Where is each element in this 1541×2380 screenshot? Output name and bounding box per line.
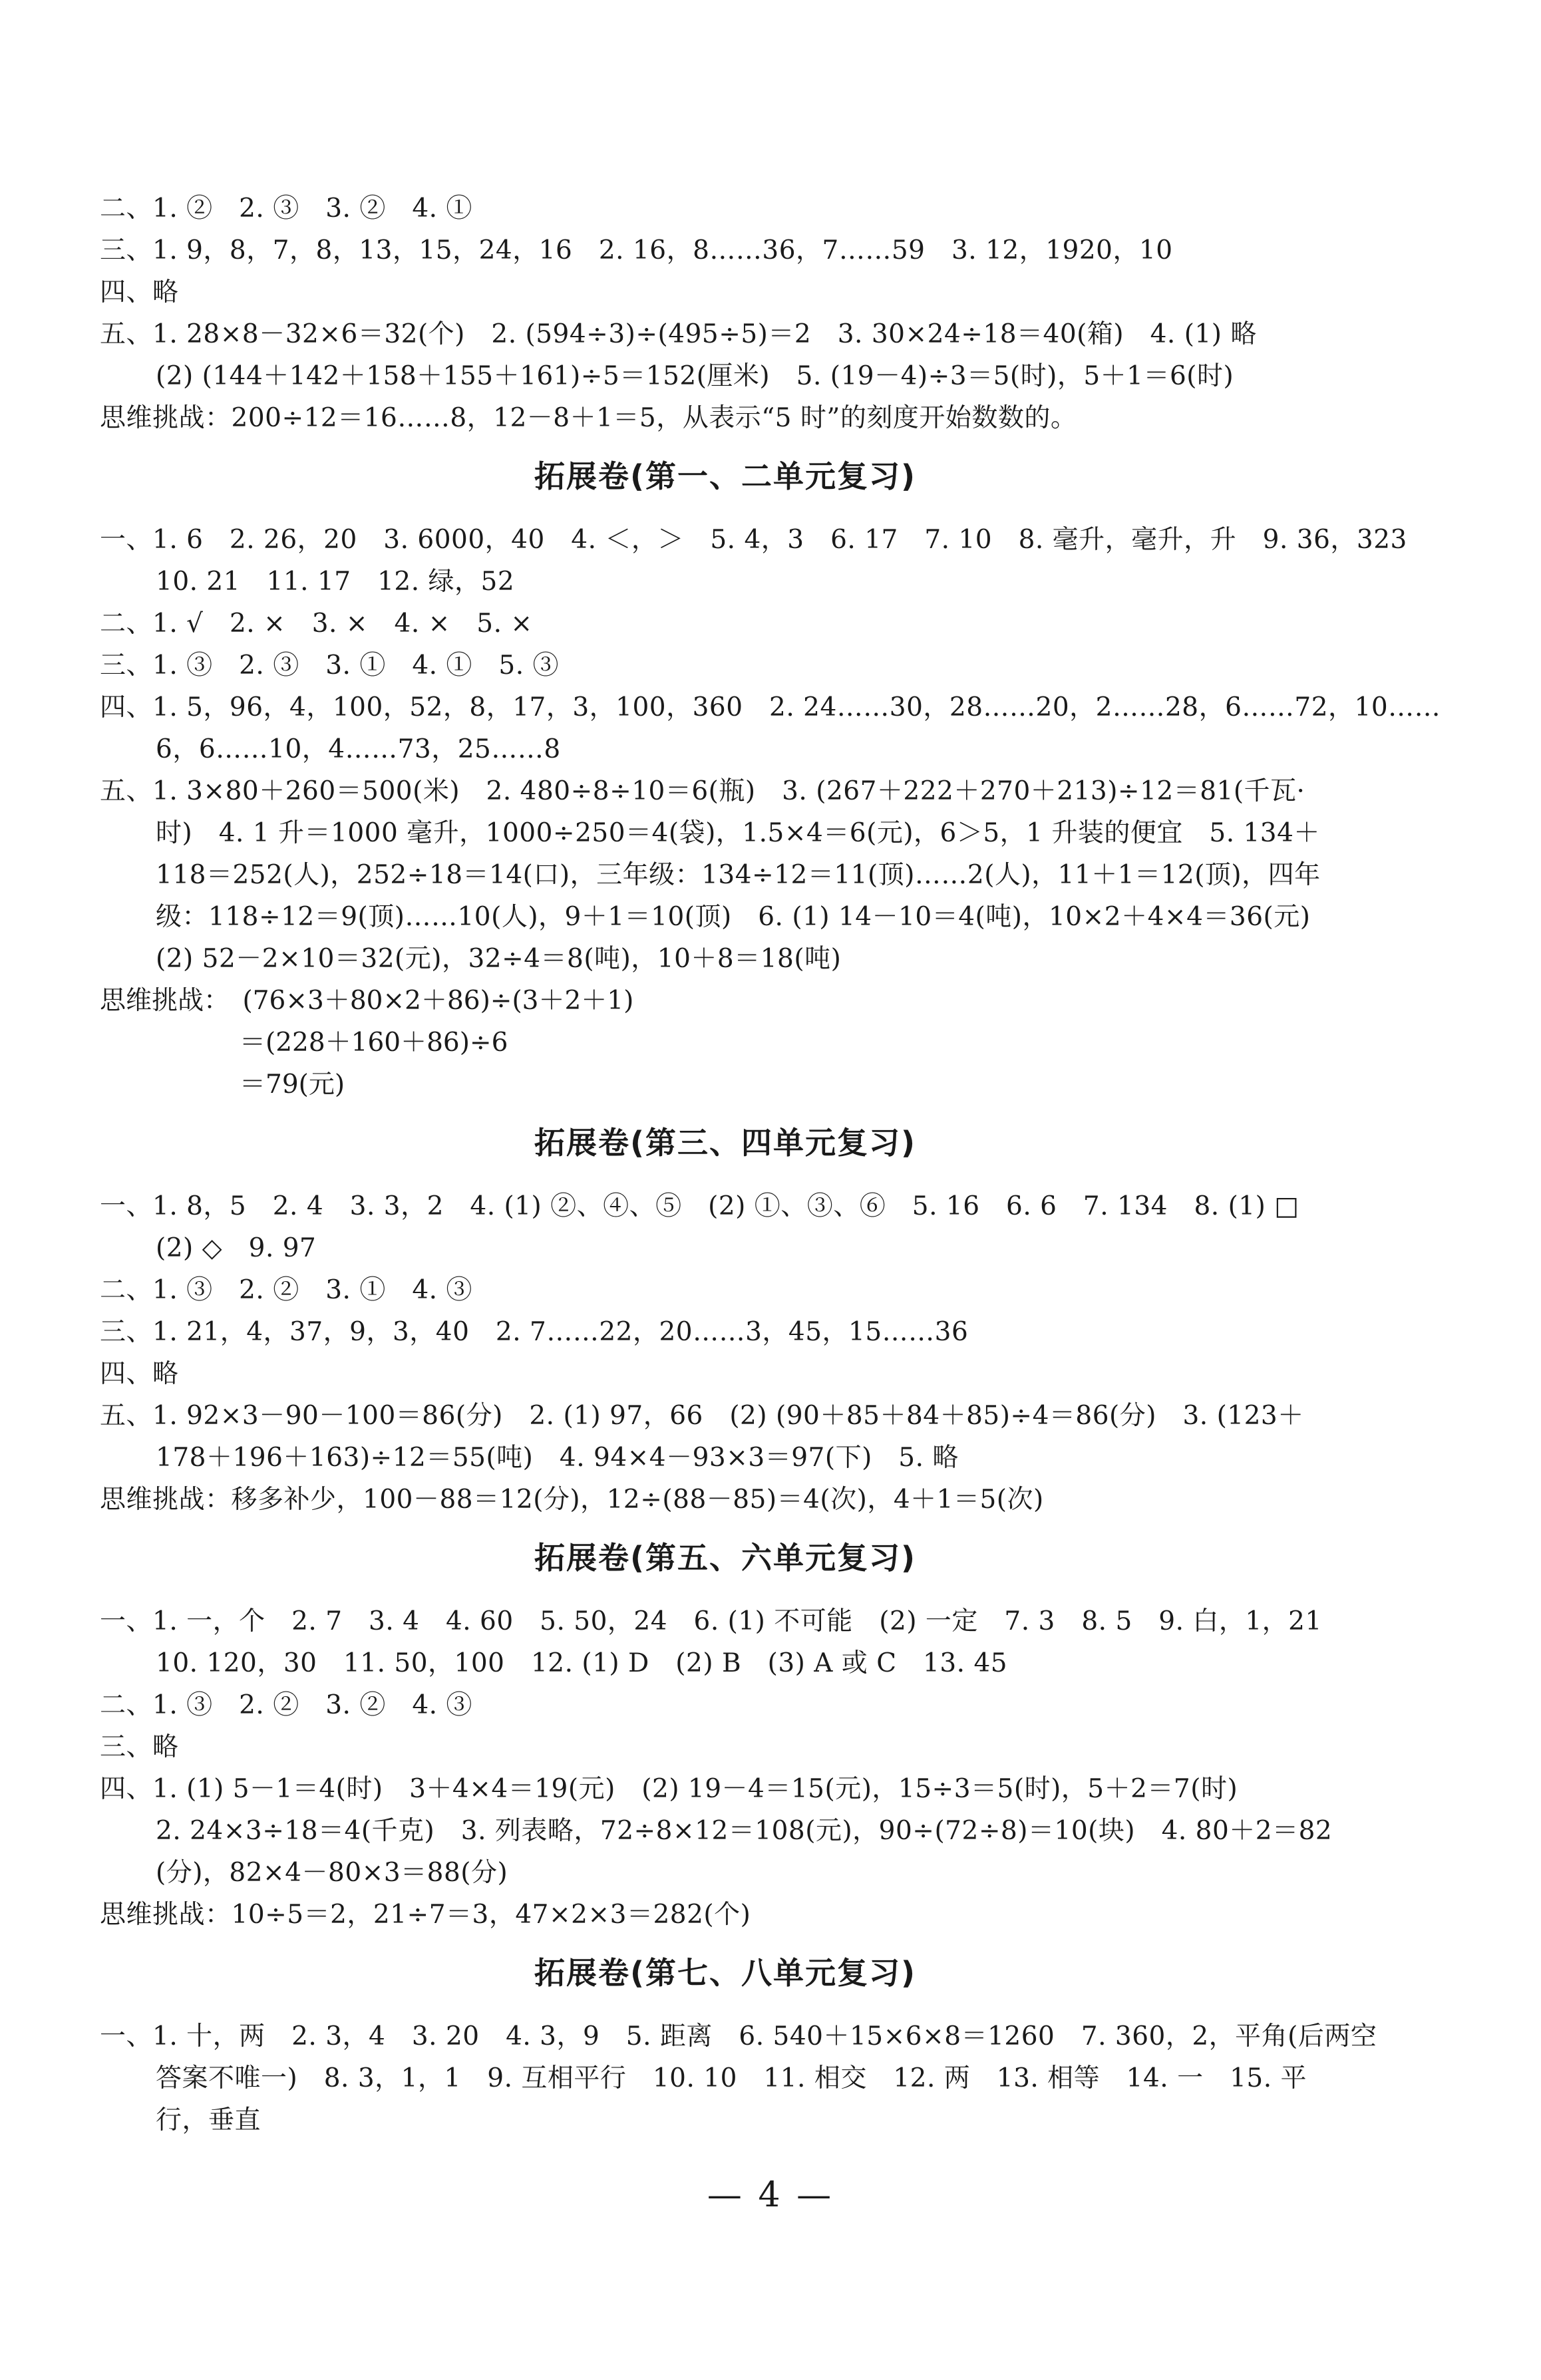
thinking-challenge: 思维挑战： (76×3＋80×2＋86)÷(3＋2＋1) <box>100 986 634 1016</box>
answer-line: 二、1. ③ 2. ② 3. ② 4. ③ <box>100 1690 472 1720</box>
answer-line: 时) 4. 1 升＝1000 毫升，1000÷250＝4(袋)，1.5×4＝6(元)，6＞5，1 升装的便宜 5. 134＋ <box>156 818 1320 848</box>
answer-line: 四、1. (1) 5－1＝4(时) 3＋4×4＝19(元) (2) 19－4＝15(元)，15÷3＝5(时)，5＋2＝7(时) <box>100 1774 1238 1804</box>
thinking-challenge: 思维挑战：10÷5＝2，21÷7＝3，47×2×3＝282(个) <box>100 1900 751 1930</box>
answer-line: 一、1. 6 2. 26，20 3. 6000，40 4. ＜，＞ 5. 4，3 6. 17 7. 10 8. 毫升，毫升，升 9. 36，323 <box>100 525 1407 555</box>
answer-line: (分)，82×4－80×3＝88(分) <box>156 1858 508 1888</box>
answer-line: 二、1. ③ 2. ② 3. ① 4. ③ <box>100 1275 472 1305</box>
answer-line: 三、1. 21，4，37，9，3，40 2. 7……22，20……3，45，15……36 <box>100 1317 969 1347</box>
page-number: — 4 — <box>707 2175 834 2215</box>
calc-step: ＝79(元) <box>240 1070 345 1100</box>
thinking-challenge: 思维挑战：200÷12＝16……8，12－8＋1＝5，从表示“5 时”的刻度开始数数的。 <box>100 403 1077 433</box>
answer-line: 二、1. ② 2. ③ 3. ② 4. ① <box>100 194 472 223</box>
answer-line: 五、1. 3×80＋260＝500(米) 2. 480÷8÷10＝6(瓶) 3. (267＋222＋270＋213)÷12＝81(千瓦· <box>100 776 1305 806</box>
top-section <box>100 188 1351 439</box>
answer-line: 三、略 <box>100 1732 179 1762</box>
thinking-challenge: 思维挑战：移多补少，100－88＝12(分)，12÷(88－85)＝4(次)，4＋1＝5(次) <box>100 1485 1044 1515</box>
answer-line: 五、1. 28×8－32×6＝32(个) 2. (594÷3)÷(495÷5)＝2 3. 30×24÷18＝40(箱) 4. (1) 略 <box>100 319 1257 349</box>
answer-line: 6，6……10，4……73，25……8 <box>156 734 561 764</box>
answer-line: 10. 120，30 11. 50，100 12. (1) D (2) B (3) A 或 C 13. 45 <box>156 1648 1008 1678</box>
section-title: 拓展卷(第五、六单元复习) <box>534 1540 917 1576</box>
answer-line: (2) ◇ 9. 97 <box>156 1233 317 1263</box>
answer-line: 四、略 <box>100 277 179 307</box>
page-content <box>100 188 1441 2141</box>
section-units-5-6 <box>100 1538 1351 1936</box>
answer-line: 2. 24×3÷18＝4(千克) 3. 列表略，72÷8×12＝108(元)，90÷(72÷8)＝10(块) 4. 80＋2＝82 <box>156 1816 1333 1846</box>
answer-line: 一、1. 一，个 2. 7 3. 4 4. 60 5. 50，24 6. (1) 不可能 (2) 一定 7. 3 8. 5 9. 白，1，21 <box>100 1606 1322 1636</box>
answer-line: 118＝252(人)，252÷18＝14(口)，三年级：134÷12＝11(顶)……2(人)，11＋1＝12(顶)，四年 <box>156 860 1321 890</box>
answer-line: 四、1. 5，96，4，100，52，8，17，3，100，360 2. 24……30，28……20，2……28，6……72，10…… <box>100 692 1441 722</box>
answer-line: (2) (144＋142＋158＋155＋161)÷5＝152(厘米) 5. (19－4)÷3＝5(时)，5＋1＝6(时) <box>156 361 1234 391</box>
answer-line: 三、1. ③ 2. ③ 3. ① 4. ① 5. ③ <box>100 651 560 680</box>
section-units-7-8 <box>100 1953 1377 2141</box>
calc-step: ＝(228＋160＋86)÷6 <box>240 1028 508 1058</box>
answer-line: 级：118÷12＝9(顶)……10(人)，9＋1＝10(顶) 6. (1) 14－10＝4(吨)，10×2＋4×4＝36(元) <box>156 902 1311 932</box>
answer-line: 一、1. 十，两 2. 3，4 3. 20 4. 3，9 5. 距离 6. 540＋15×6×8＝1260 7. 360，2，平角(后两空 <box>100 2021 1377 2051</box>
answer-line: (2) 52－2×10＝32(元)，32÷4＝8(吨)，10＋8＝18(吨) <box>156 944 842 974</box>
answer-line: 二、1. √ 2. × 3. × 4. × 5. × <box>100 609 533 639</box>
answer-line: 10. 21 11. 17 12. 绿，52 <box>156 567 515 597</box>
section-title: 拓展卷(第三、四单元复习) <box>534 1125 917 1161</box>
answer-line: 答案不唯一) 8. 3，1，1 9. 互相平行 10. 10 11. 相交 12. 两 13. 相等 14. 一 15. 平 <box>156 2063 1307 2093</box>
section-title: 拓展卷(第七、八单元复习) <box>534 1955 917 1991</box>
section-units-3-4 <box>100 1123 1351 1521</box>
answer-line: 三、1. 9，8，7，8，13，15，24，16 2. 16，8……36，7……59 3. 12，1920，10 <box>100 235 1173 265</box>
answer-line: 行，垂直 <box>156 2105 261 2135</box>
answer-line: 178＋196＋163)÷12＝55(吨) 4. 94×4－93×3＝97(下) 5. 略 <box>156 1443 959 1473</box>
answer-line: 五、1. 92×3－90－100＝86(分) 2. (1) 97，66 (2) (90＋85＋84＋85)÷4＝86(分) 3. (123＋ <box>100 1401 1304 1431</box>
section-title: 拓展卷(第一、二单元复习) <box>534 458 917 494</box>
answer-line: 四、略 <box>100 1359 179 1389</box>
section-units-1-2 <box>100 456 1441 1106</box>
answer-line: 一、1. 8，5 2. 4 3. 3，2 4. (1) ②、④、⑤ (2) ①、③、⑥ 5. 16 6. 6 7. 134 8. (1) □ <box>100 1191 1299 1221</box>
